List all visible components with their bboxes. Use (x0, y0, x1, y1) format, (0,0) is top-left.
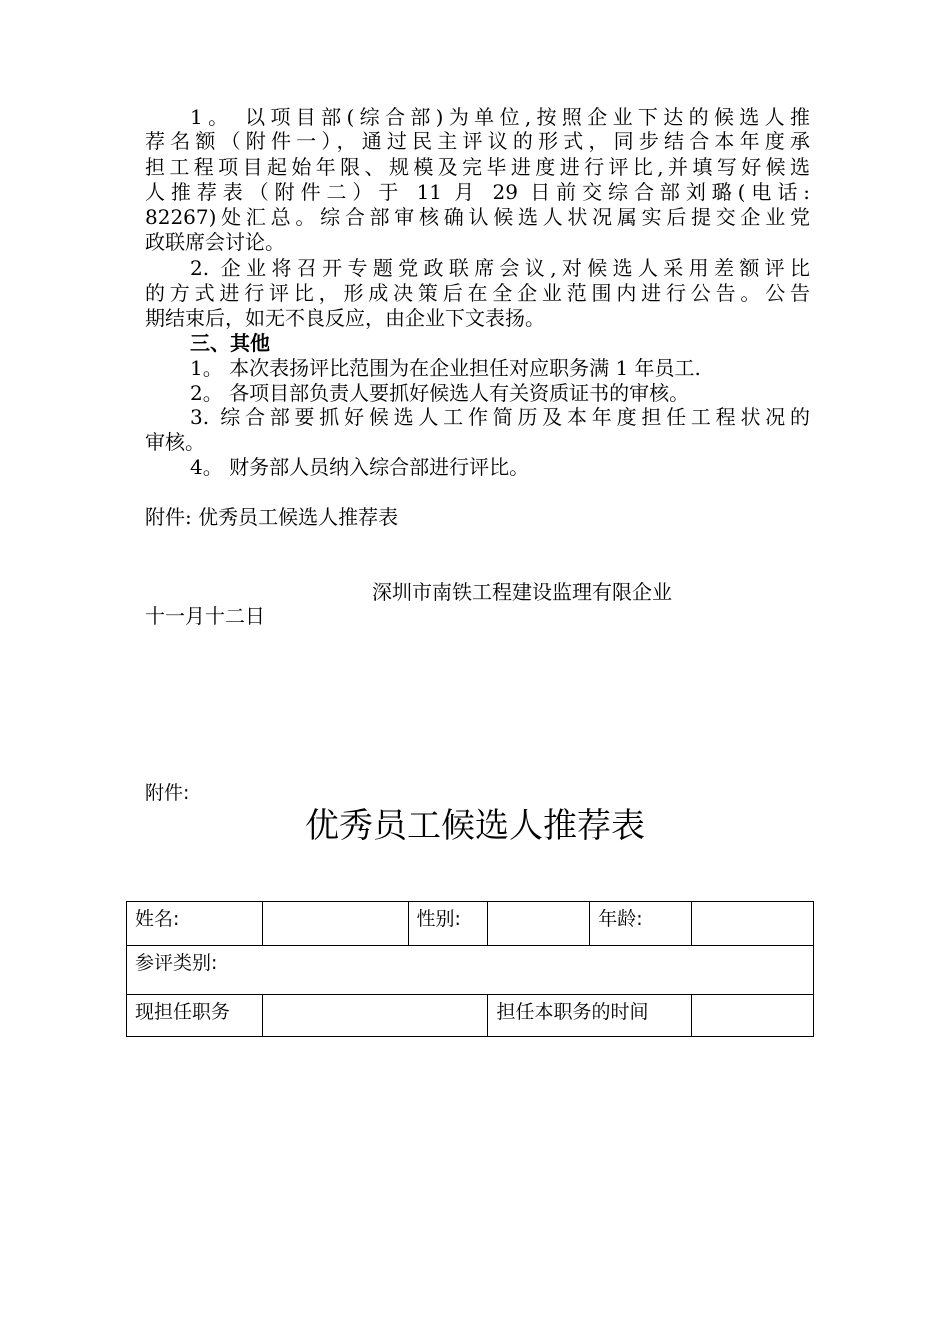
paragraph-line: 1。 以项目部(综合部)为单位,按照企业下达的候选人推 (190, 105, 810, 129)
paragraph-line: 82267)处汇总。综合部审核确认候选人状况属实后提交企业党 (145, 205, 810, 229)
paragraph-line: 担工程项目起始年限、规模及完毕进度进行评比,并填写好候选 (145, 155, 810, 179)
company-signature: 深圳市南铁工程建设监理有限企业 (372, 580, 672, 604)
annex-label: 附件: (145, 782, 190, 804)
signature-date: 十一月十二日 (145, 604, 265, 628)
paragraph-line: 政联席会讨论。 (145, 230, 285, 254)
table-row (127, 902, 814, 946)
section-heading: 三、其他 (190, 331, 270, 355)
paragraph-line: 审核。 (145, 430, 205, 454)
post-duration-label: 担任本职务的时间 (488, 995, 692, 1037)
list-item: 2。 各项目部负责人要抓好候选人有关资质证书的审核。 (190, 381, 690, 405)
current-post-label: 现担任职务 (127, 995, 263, 1037)
current-post-field[interactable] (262, 995, 488, 1037)
list-item: 4。 财务部人员纳入综合部进行评比。 (190, 455, 530, 479)
list-item: 3. 综合部要抓好候选人工作简历及本年度担任工程状况的 (190, 405, 810, 429)
age-label: 年龄: (590, 902, 692, 946)
age-field[interactable] (692, 902, 814, 946)
paragraph-line: 期结束后，如无不良反应，由企业下文表扬。 (145, 306, 545, 330)
name-label: 姓名: (127, 902, 263, 946)
table-row (127, 946, 814, 995)
paragraph-line: 2. 企业将召开专题党政联席会议,对候选人采用差额评比 (190, 256, 810, 280)
gender-label: 性别: (408, 902, 488, 946)
name-field[interactable] (262, 902, 408, 946)
paragraph-line: 荐名额（附件一），通过民主评议的形式，同步结合本年度承 (145, 129, 810, 153)
category-label[interactable]: 参评类别: (127, 946, 814, 995)
gender-field[interactable] (488, 902, 590, 946)
list-item: 1。 本次表扬评比范围为在企业担任对应职务满 1 年员工. (190, 356, 701, 380)
annex-title: 优秀员工候选人推荐表 (305, 806, 645, 846)
attachment-note: 附件: 优秀员工候选人推荐表 (145, 505, 399, 529)
paragraph-line: 人推荐表（附件二）于 11 月 29 日前交综合部刘璐(电话: (145, 180, 810, 204)
paragraph-line: 的方式进行评比，形成决策后在全企业范围内进行公告。公告 (145, 281, 810, 305)
recommendation-form-table (126, 901, 814, 1037)
post-duration-field[interactable] (692, 995, 814, 1037)
table-row (127, 995, 814, 1037)
